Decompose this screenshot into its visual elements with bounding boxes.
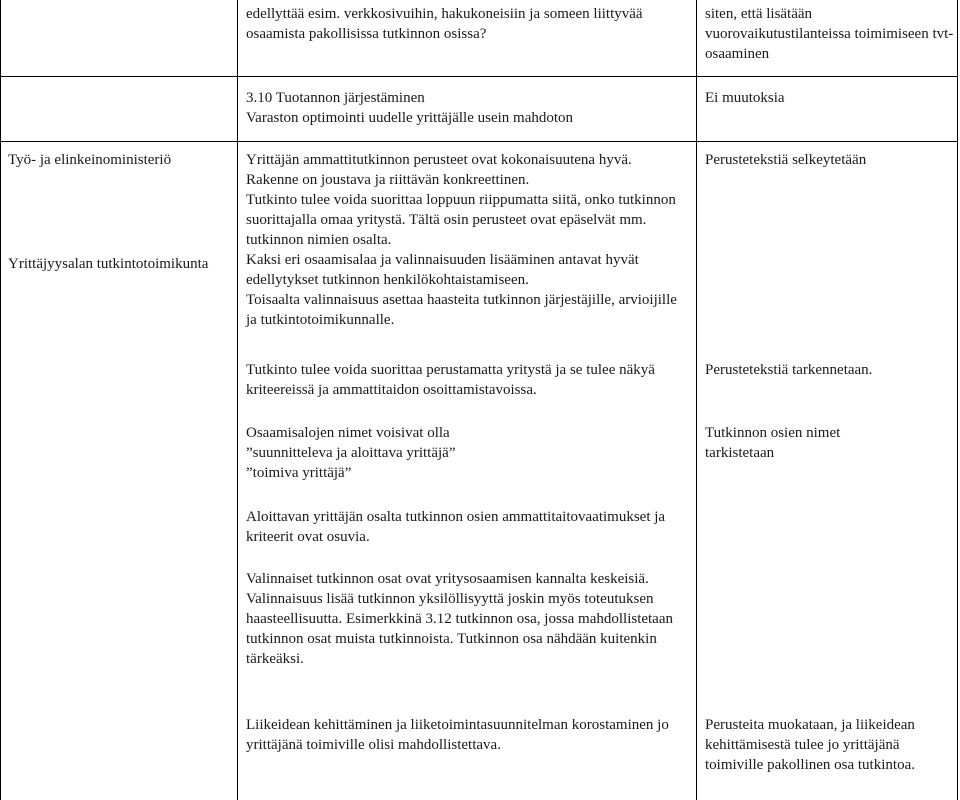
row1-col2-paragraph: edellyttää esim. verkkosivuihin, hakukoneisiin ja someen liittyvää osaamista pakollisissa tutkinnon osissa? — [246, 6, 643, 42]
table-border-left — [0, 0, 1, 800]
comment-paragraph-7: Aloittavan yrittäjän osalta tutkinnon osien ammattitaitovaatimukset ja kriteerit ovat osuvia. — [246, 509, 666, 545]
row3-col3-response-b — [705, 360, 955, 380]
response-c: Tutkinnon osien nimet tarkistetaan — [705, 425, 841, 461]
row3-col3-response-c — [705, 423, 885, 463]
row2-col3-paragraph: Ei muutoksia — [705, 90, 785, 106]
row3-col3-response-d — [705, 715, 950, 775]
row3-col2-block-1 — [246, 150, 686, 330]
row2-col3-text — [705, 88, 955, 108]
row3-col3-response-a — [705, 150, 955, 170]
row3-col2-block-2 — [246, 360, 686, 400]
response-a: Perustetekstiä selkeytetään — [705, 152, 867, 168]
comment-paragraph-6-line2: ”suunnitteleva ja aloittava yrittäjä” — [246, 445, 456, 461]
response-d: Perusteita muokataan, ja liikeidean kehittämisestä tulee jo yrittäjänä toimiville pakollinen osa tutkintoa. — [705, 717, 915, 773]
row-divider-2 — [0, 141, 958, 142]
row3-col2-block-6 — [246, 715, 686, 755]
committee-name: Yrittäjyysalan tutkintotoimikunta — [8, 256, 209, 272]
comment-paragraph-1: Yrittäjän ammattitutkinnon perusteet ovat kokonaisuutena hyvä. Rakenne on joustava ja riittävän konkreettinen. — [246, 152, 632, 188]
comment-paragraph-6-line1: Osaamisalojen nimet voisivat olla — [246, 425, 450, 441]
row3-col1-committee — [8, 254, 234, 274]
row3-col2-block-5 — [246, 569, 686, 669]
ministry-name: Työ- ja elinkeinoministeriö — [8, 152, 172, 168]
row-divider-1 — [0, 76, 958, 77]
table-border-right — [957, 0, 958, 800]
row1-col3-paragraph: siten, että lisätään vuorovaikutustilanteissa toimimiseen tvt-osaaminen — [705, 6, 954, 62]
column-divider-1 — [237, 0, 238, 800]
row3-col1-ministry — [8, 150, 234, 170]
row2-col2-note: Varaston optimointi uudelle yrittäjälle usein mahdoton — [246, 110, 574, 126]
comment-paragraph-9: Liikeidean kehittäminen ja liiketoimintasuunnitelman korostaminen jo yrittäjänä toimiville olisi mahdollistettava. — [246, 717, 669, 753]
comment-paragraph-4: Toisaalta valinnaisuus asettaa haasteita tutkinnon järjestäjille, arvioijille ja tutkintotoimikunnalle. — [246, 292, 677, 328]
response-b: Perustetekstiä tarkennetaan. — [705, 362, 873, 378]
column-divider-2 — [696, 0, 697, 800]
comment-paragraph-2: Tutkinto tulee voida suorittaa loppuun riippumatta siitä, onko tutkinnon suorittajalla omaa yritystä. Tältä osin perusteet ovat epäselvät mm. tutkinnon nimien osalta. — [246, 192, 676, 248]
comment-paragraph-5: Tutkinto tulee voida suorittaa perustamatta yritystä ja se tulee näkyä kriteereissä ja ammattitaidon osoittamistavoissa. — [246, 362, 655, 398]
row3-col2-block-4 — [246, 507, 686, 547]
row1-col3-text — [705, 4, 955, 64]
row1-col2-text — [246, 4, 686, 44]
comment-paragraph-3: Kaksi eri osaamisalaa ja valinnaisuuden lisääminen antavat hyvät edellytykset tutkinnon henkilökohtaistamiseen. — [246, 252, 639, 288]
comment-paragraph-6-line3: ”toimiva yrittäjä” — [246, 465, 352, 481]
row3-col2-block-3 — [246, 423, 686, 483]
comment-paragraph-8: Valinnaiset tutkinnon osat ovat yritysosaamisen kannalta keskeisiä. Valinnaisuus lisää tutkinnon yksilöllisyyttä joskin myös toteutuksen haasteellisuutta. Esimerkkinä 3.12 tutkinnon osa, jossa mahdollistetaan tutkinnon osat muista tutkinnoista. Tutkinnon osa nähdään kuitenkin tärkeäksi. — [246, 571, 674, 667]
row2-col2-title: 3.10 Tuotannon järjestäminen — [246, 90, 425, 106]
row2-col2-text — [246, 88, 686, 128]
